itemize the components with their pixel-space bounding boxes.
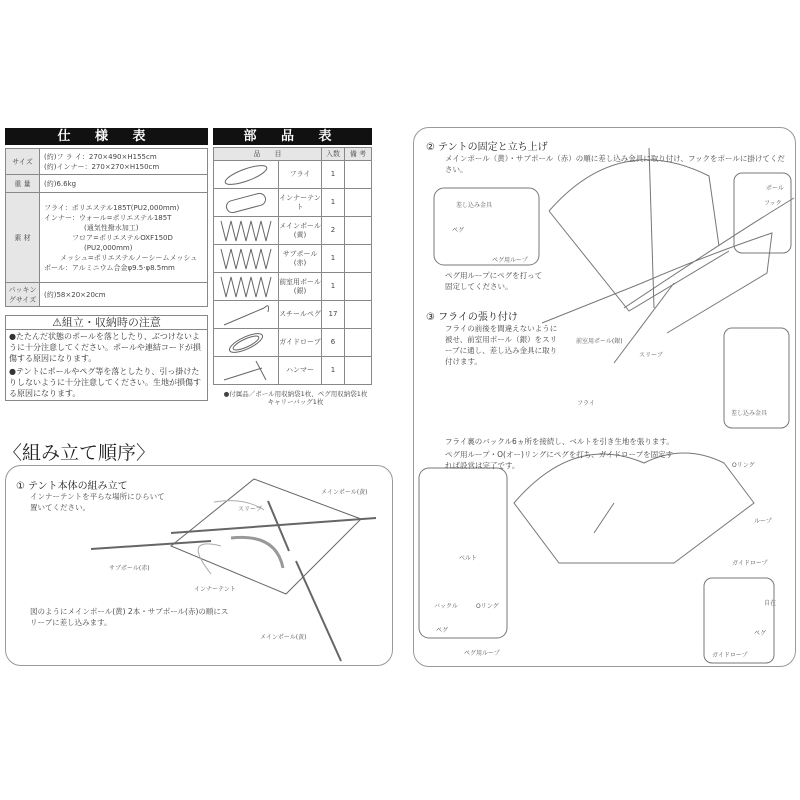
parts-footnote: ●付属品／ポール用収納袋1枚、ペグ用収納袋1枚	[223, 390, 368, 398]
fly-icon	[214, 161, 279, 189]
spec-value: フロア=ポリエステルOXF150D	[72, 233, 173, 242]
parts-footnote: キャリーバッグ1枚	[267, 398, 324, 406]
part-name: スチールペグ	[279, 301, 322, 329]
part-remark	[345, 217, 372, 245]
step1-title: ① テント本体の組み立て	[16, 481, 128, 492]
step3-text: フライの前後を間違えないように被せ、前室用ポール（銀）をスリーブに通し、差し込み金具に取り付けます。	[445, 324, 558, 366]
label-peg-loop: ペグ用ループ	[464, 650, 500, 657]
spec-value: (約)インナー：270×270×H150cm	[44, 162, 160, 171]
step1-text2: 図のようにメインポール(黄) 2本・サブポール(赤)の順にスリーブに差し込みます。	[30, 607, 229, 627]
parts-row	[214, 161, 372, 189]
part-qty: 1	[322, 357, 345, 385]
spec-value: (約)6.6kg	[40, 175, 208, 193]
part-qty: 1	[322, 245, 345, 273]
part-remark	[345, 161, 372, 189]
part-name: フライ	[279, 161, 322, 189]
part-name: 前室用ポール(銀)	[279, 273, 322, 301]
inner-tent-icon	[214, 189, 279, 217]
spec-key: 重 量	[6, 175, 40, 193]
parts-row	[214, 245, 372, 273]
steps-panel	[413, 127, 796, 667]
pole-icon	[214, 217, 279, 245]
label-peg: ペグ	[436, 627, 449, 634]
parts-row	[214, 189, 372, 217]
part-name: インナーテント	[279, 189, 322, 217]
peg-icon	[214, 301, 279, 329]
label-peg: ペグ	[452, 227, 465, 234]
label-o-ring: Oリング	[732, 462, 755, 469]
spec-value: フライ：ポリエステル185T(PU2,000mm)	[44, 203, 180, 212]
step2-title: ② テントの固定と立ち上げ	[426, 142, 548, 153]
step1-text: インナーテントを平らな場所にひらいて置いてください。	[30, 492, 165, 512]
spec-value: インナー：ウォール=ポリエステル185T	[44, 213, 172, 222]
label-guy-rope: ガイドロープ	[732, 560, 768, 567]
part-qty: 1	[322, 273, 345, 301]
col-header: 備 考	[345, 148, 372, 161]
part-qty: 17	[322, 301, 345, 329]
part-name: サブポール(赤)	[279, 245, 322, 273]
part-qty: 1	[322, 189, 345, 217]
parts-title: 部 品 表	[213, 128, 372, 145]
part-name: ガイドロープ	[279, 329, 322, 357]
label-adjuster: 自在	[764, 600, 777, 607]
label-pole: ポール	[766, 185, 784, 192]
spec-value: (約)58×20×20cm	[40, 283, 208, 307]
part-qty: 6	[322, 329, 345, 357]
label-insert-fitting: 差し込み金具	[456, 202, 493, 209]
col-header: 品 目	[214, 148, 322, 161]
spec-title: 仕 様 表	[5, 128, 208, 145]
label-sleeve: スリーブ	[238, 506, 262, 513]
caution-item: ●たたんだ状態のポールを落としたり、ぶつけないように十分注意してください。ポールや連結コードが損傷する原因になります。	[9, 332, 201, 363]
spec-key: 素 材	[6, 193, 40, 283]
hammer-icon	[214, 357, 279, 385]
label-inner-tent: インナーテント	[194, 586, 236, 593]
part-remark	[345, 189, 372, 217]
rope-icon	[214, 329, 279, 357]
parts-row	[214, 329, 372, 357]
caution-title: ⚠組立・収納時の注意	[6, 316, 207, 330]
label-buckle: バックル	[434, 603, 458, 610]
parts-row	[214, 217, 372, 245]
part-remark	[345, 273, 372, 301]
spec-value: (PU2,000mm)	[84, 243, 133, 252]
label-fly: フライ	[577, 400, 595, 407]
spec-value: メッシュ=ポリエステルノーシームメッシュ	[60, 253, 198, 262]
label-belt: ベルト	[459, 555, 478, 562]
label-insert-fitting: 差し込み金具	[731, 410, 768, 417]
label-loop: ループ	[754, 518, 772, 525]
spec-table	[5, 148, 208, 307]
step3-text2: フライ裏のバックル6ヵ所を接続し、ベルトを引き生地を張ります。	[445, 437, 674, 446]
spec-key: パッキングサイズ	[6, 283, 40, 307]
step1-panel	[5, 465, 393, 666]
part-remark	[345, 357, 372, 385]
spec-value: (通気性撥水加工)	[84, 223, 139, 232]
part-name: ハンマー	[279, 357, 322, 385]
part-name: メインポール(黄)	[279, 217, 322, 245]
step2-text: メインポール（黄）・サブポール（赤）の順に差し込み金具に取り付け、フックをポールに掛けてください。	[445, 154, 785, 174]
spec-key: サイズ	[6, 149, 40, 175]
label-guy-rope: ガイドロープ	[712, 652, 748, 659]
step2-text2: ペグ用ループにペグを打って固定してください。	[445, 271, 543, 291]
assembly-heading: 〈組み立て順序〉	[3, 442, 156, 464]
label-peg-loop: ペグ用ループ	[492, 257, 528, 264]
part-qty: 1	[322, 161, 345, 189]
part-qty: 2	[322, 217, 345, 245]
pole-icon	[214, 273, 279, 301]
label-vestibule-pole: 前室用ポール(銀)	[576, 338, 623, 345]
parts-row	[214, 301, 372, 329]
step3-title: ③ フライの張り付け	[426, 312, 518, 323]
parts-row	[214, 273, 372, 301]
part-remark	[345, 301, 372, 329]
pole-icon	[214, 245, 279, 273]
col-header: 入数	[322, 148, 345, 161]
part-remark	[345, 329, 372, 357]
part-remark	[345, 245, 372, 273]
label-o-ring: Oリング	[476, 603, 499, 610]
parts-row	[214, 357, 372, 385]
label-sleeve: スリーブ	[639, 352, 663, 359]
caution-box	[5, 315, 208, 401]
label-sub-pole: サブポール(赤)	[109, 565, 150, 572]
spec-value: (約)フ ラ イ：270×490×H155cm	[44, 152, 157, 161]
caution-item: ●テントにポールやペグ等を落としたり、引っ掛けたりしないように十分注意してください。生地が損傷する原因になります。	[9, 367, 201, 398]
spec-value: ポール：アルミニウム合金φ9.5·φ8.5mm	[44, 263, 175, 272]
label-main-pole: メインポール(黄)	[321, 489, 368, 496]
label-hook: フック	[764, 200, 782, 207]
label-peg: ペグ	[754, 630, 767, 637]
step3-text3: ペグ用ループ・O(オー)リングにペグを打ち、ガイドロープを固定すれば設営は完了です。	[445, 450, 674, 470]
parts-table	[213, 147, 372, 385]
tent-illustrations	[414, 128, 797, 668]
label-main-pole: メインポール(黄)	[260, 634, 307, 641]
